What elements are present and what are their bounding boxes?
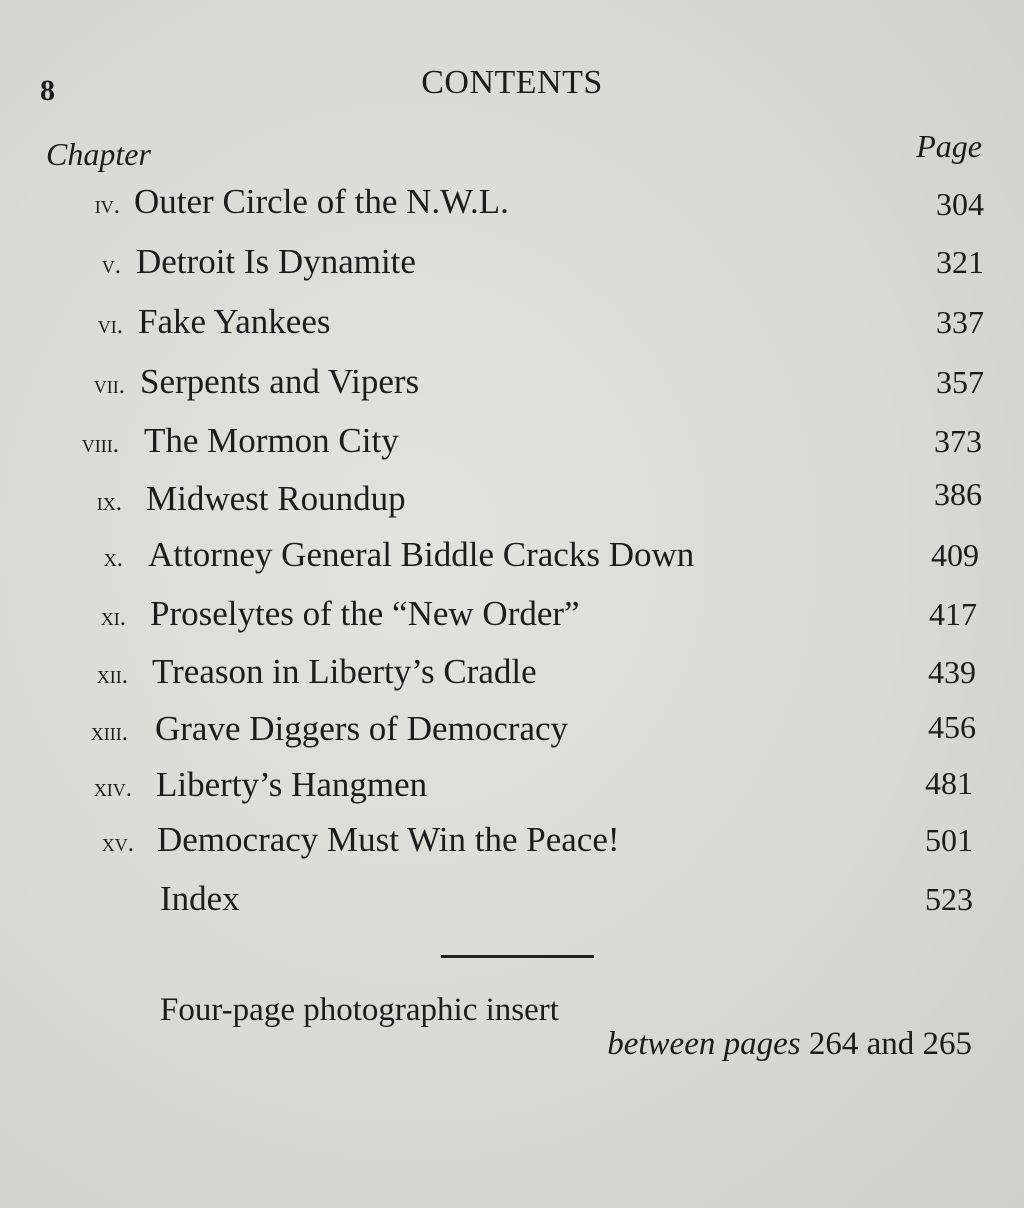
chapter-column-heading: Chapter	[46, 136, 151, 172]
insert-note-pages	[607, 1026, 972, 1063]
chapter-page: 304	[936, 186, 984, 222]
chapter-numeral: iv.	[94, 192, 120, 219]
page-number: 8	[40, 74, 55, 107]
chapter-title: Grave Diggers of Democracy	[155, 709, 569, 748]
chapter-numeral: xii.	[96, 662, 128, 689]
index-title: Index	[160, 879, 240, 918]
insert-note-page-range: 264 and 265	[808, 1026, 972, 1062]
chapter-title: Detroit Is Dynamite	[136, 242, 416, 281]
chapter-title: Outer Circle of the N.W.L.	[134, 182, 509, 221]
chapter-page: 357	[936, 364, 984, 400]
chapter-numeral: xiii.	[90, 719, 128, 746]
chapter-numeral: v.	[101, 252, 121, 279]
chapter-title: Liberty’s Hangmen	[156, 765, 428, 804]
chapter-numeral: ix.	[96, 489, 122, 516]
chapter-numeral: viii.	[81, 431, 119, 458]
chapter-title: Fake Yankees	[138, 302, 331, 341]
chapter-page: 373	[934, 423, 982, 459]
chapter-page: 501	[925, 822, 973, 858]
chapter-numeral: xi.	[100, 604, 126, 631]
chapter-title: Proselytes of the “New Order”	[150, 594, 580, 633]
chapter-page: 337	[936, 304, 984, 340]
chapter-page: 439	[928, 654, 976, 690]
chapter-numeral: x.	[103, 545, 123, 572]
chapter-page: 386	[934, 476, 982, 512]
chapter-numeral: vi.	[97, 312, 123, 339]
chapter-page: 321	[936, 244, 984, 280]
chapter-numeral: xiv.	[93, 775, 132, 802]
index-page: 523	[925, 881, 973, 917]
chapter-title: Treason in Liberty’s Cradle	[152, 652, 537, 691]
insert-note-between: between pages	[607, 1026, 801, 1062]
chapter-page: 481	[925, 765, 973, 801]
page-column-heading: Page	[916, 128, 982, 164]
insert-note: Four-page photographic insert	[160, 992, 559, 1028]
chapter-title: Midwest Roundup	[146, 479, 406, 518]
chapter-title: Serpents and Vipers	[140, 362, 420, 401]
divider-rule	[441, 955, 594, 958]
chapter-numeral: vii.	[93, 372, 125, 399]
chapter-page: 417	[929, 596, 977, 632]
chapter-page: 456	[928, 709, 976, 745]
page-title: CONTENTS	[421, 64, 603, 101]
chapter-title: The Mormon City	[144, 421, 399, 460]
chapter-numeral: xv.	[101, 830, 134, 857]
chapter-page: 409	[931, 537, 979, 573]
chapter-title: Attorney General Biddle Cracks Down	[148, 535, 695, 574]
chapter-title: Democracy Must Win the Peace!	[157, 820, 620, 859]
